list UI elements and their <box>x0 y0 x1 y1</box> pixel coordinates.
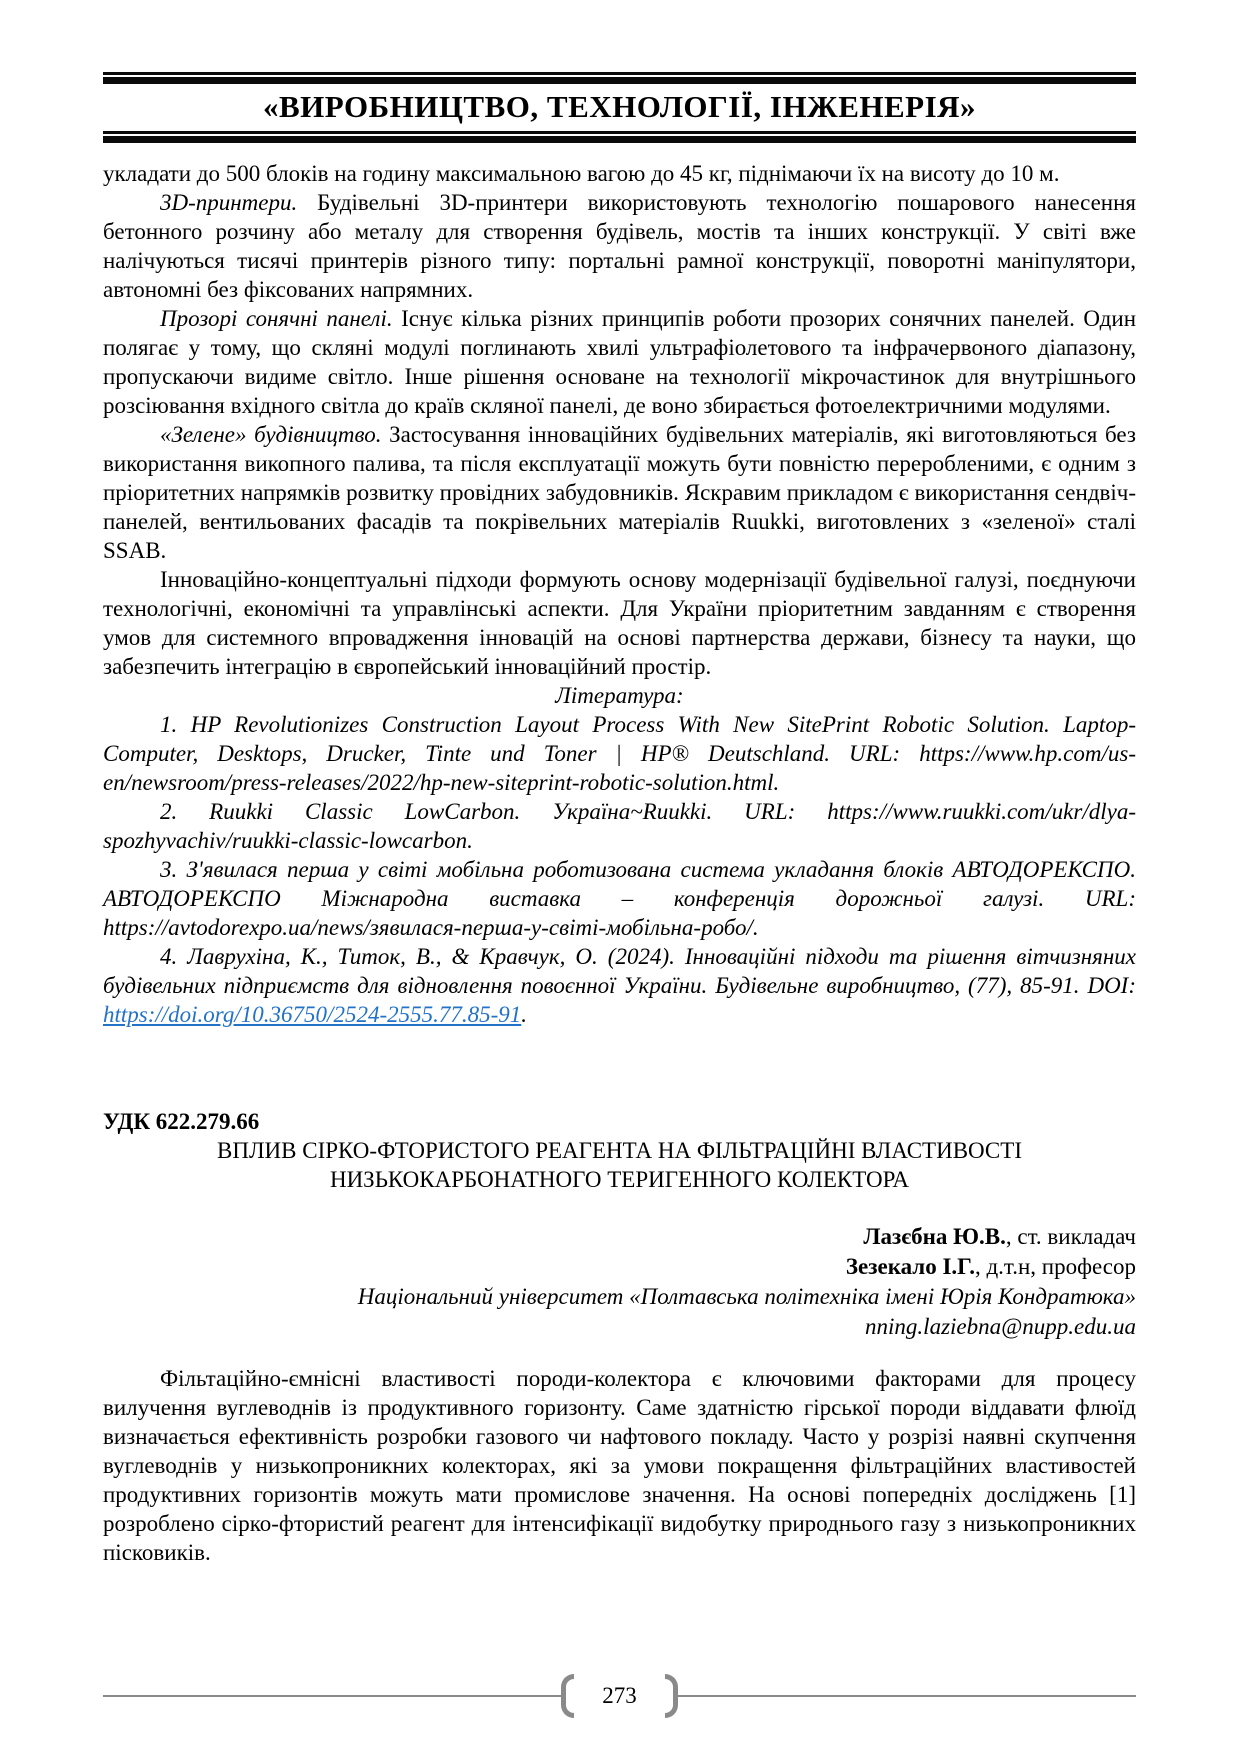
author-role: , д.т.н, професор <box>974 1254 1136 1279</box>
reference-text: 4. Лаврухіна, К., Титок, В., & Кравчук, О. (2024). Інноваційні підходи та рішення вітчизняних будівельних підприємств для відновлення повоєнної України. Будівельне виробництво, (77), 85-91. DOI: <box>103 944 1136 998</box>
page-footer <box>103 1674 1136 1718</box>
journal-header <box>103 72 1136 143</box>
paragraph <box>103 1364 1136 1567</box>
authors-block <box>103 1222 1136 1342</box>
paragraph <box>103 188 1136 304</box>
paragraph-text: Інноваційно-концептуальні підходи формують основу модернізації будівельної галузі, поєднуючи технологічні, економічні та управлінські аспекти. Для України пріоритетним завданням є створення умов для системного впровадження інновацій на основі партнерства держави, бізнесу та науки, що забезпечить інтеграцію в європейський інноваційний простір. <box>103 567 1136 679</box>
paragraph-text: Будівельні 3D-принтери використовують технологію пошарового нанесення бетонного розчину або металу для створення будівель, мостів та інших конструкції. У світі вже налічуються тисячі принтерів різного типу: портальні рамної конструкції, поворотні маніпулятори, автономні без фіксованих напрямних. <box>103 190 1136 302</box>
paragraph <box>103 159 1136 188</box>
reference-item <box>103 855 1136 942</box>
header-rule-bottom-thick <box>103 136 1136 143</box>
reference-text: 1. HP Revolutionizes Construction Layout Process With New SitePrint Robotic Solution. Laptop-Computer, Desktops, Drucker, Tinte und Toner | HP® Deutschland. URL: https://www.hp.com/us-en/newsroom/press-releases/2022/hp-new-siteprint-robotic-solution.html. <box>103 712 1136 795</box>
author-line <box>103 1222 1136 1252</box>
footer-rule-left <box>103 1695 561 1697</box>
paragraph-text: Існує кілька різних принципів роботи прозорих сонячних панелей. Один полягає у тому, що скляні модулі поглинають хвилі ультрафіолетового та інфрачервоного діапазону, пропускаючи видиме світло. Інше рішення основане на технології мікрочастинок для внутрішнього розсіювання вхідного світла до країв скляної панелі, де воно збирається фотоелектричними модулями. <box>103 306 1137 418</box>
reference-item <box>103 797 1136 855</box>
paragraph-text: Застосування інноваційних будівельних матеріалів, які виготовляються без використання викопного палива, та після експлуатації можуть бути повністю переробленими, є одним з пріоритетних напрямків розвитку провідних забудовників. Яскравим прикладом є використання сендвіч-панелей, вентильованих фасадів та покрівельних матеріалів Ruukki, виготовлених з «зеленої» сталі SSAB. <box>103 422 1136 563</box>
page-content <box>103 159 1136 1567</box>
doi-link[interactable]: https://doi.org/10.36750/2524-2555.77.85-91 <box>103 1002 522 1027</box>
reference-item <box>103 942 1136 1029</box>
paragraph-text: укладати до 500 блоків на годину максимальною вагою до 45 кг, піднімаючи їх на висоту до 10 м. <box>103 161 1060 186</box>
affiliation: Національний університет «Полтавська політехніка імені Юрія Кондратюка» <box>357 1284 1136 1309</box>
page-number: 273 <box>602 1683 637 1708</box>
paragraph-lead: «Зелене» будівництво. <box>160 422 382 447</box>
literature-heading: Література: <box>555 683 684 708</box>
udc-label: УДК 622.279.66 <box>103 1109 260 1134</box>
header-rule-top-thick <box>103 77 1136 84</box>
footer-rule-right <box>678 1695 1136 1697</box>
reference-text: 3. З'явилася перша у світі мобільна роботизована система укладання блоків АВТОДОРЕКСПО. АВТОДОРЕКСПО Міжнародна виставка – конференція дорожньої галузі. URL: https://avtodorexpo.ua/news/зявилася-перша-у-світі-мобільна-робо/. <box>103 857 1136 940</box>
paragraph-lead: Прозорі сонячні панелі. <box>160 306 393 331</box>
author-email: nning.laziebna@nupp.edu.ua <box>865 1314 1136 1339</box>
reference-text: 2. Ruukki Classic LowCarbon. Україна~Ruukki. URL: https://www.ruukki.com/ukr/dlya-spozhyvachiv/ruukki-classic-lowcarbon. <box>103 799 1136 853</box>
paragraph <box>103 420 1136 565</box>
journal-title: «ВИРОБНИЦТВО, ТЕХНОЛОГІЇ, ІНЖЕНЕРІЯ» <box>262 89 977 124</box>
article-title: ВПЛИВ СІРКО-ФТОРИСТОГО РЕАГЕНТА НА ФІЛЬТРАЦІЙНІ ВЛАСТИВОСТІ НИЗЬКОКАРБОНАТНОГО ТЕРИГЕННОГО КОЛЕКТОРА <box>217 1138 1022 1192</box>
reference-text: . <box>521 1002 528 1027</box>
reference-item <box>103 710 1136 797</box>
paragraph-lead: 3D-принтери. <box>160 190 298 215</box>
author-name: Зезекало І.Г. <box>845 1254 975 1279</box>
paragraph <box>103 304 1136 420</box>
paragraph-text: Фільтаційно-ємнісні властивості породи-колектора є ключовими факторами для процесу вилучення вуглеводнів із продуктивного горизонту. Саме здатністю гірської породи віддавати флюїд визначається ефективність розробки газового чи нафтового покладу. Часто у розрізі наявні скупчення вуглеводнів у низькопроникних колекторах, які за умови покращення фільтраційних властивостей продуктивних горизонтів можуть мати промислове значення. На основі попередніх досліджень [1] розроблено сірко-фтористий реагент для інтенсифікації видобутку природнього газу з низькопроникних пісковиків. <box>103 1366 1136 1565</box>
left-bracket-ornament <box>561 1674 574 1718</box>
author-name: Лазєбна Ю.В. <box>863 1224 1006 1249</box>
author-line <box>103 1252 1136 1282</box>
paragraph <box>103 565 1136 681</box>
right-bracket-ornament <box>665 1674 678 1718</box>
author-role: , ст. викладач <box>1005 1224 1136 1249</box>
